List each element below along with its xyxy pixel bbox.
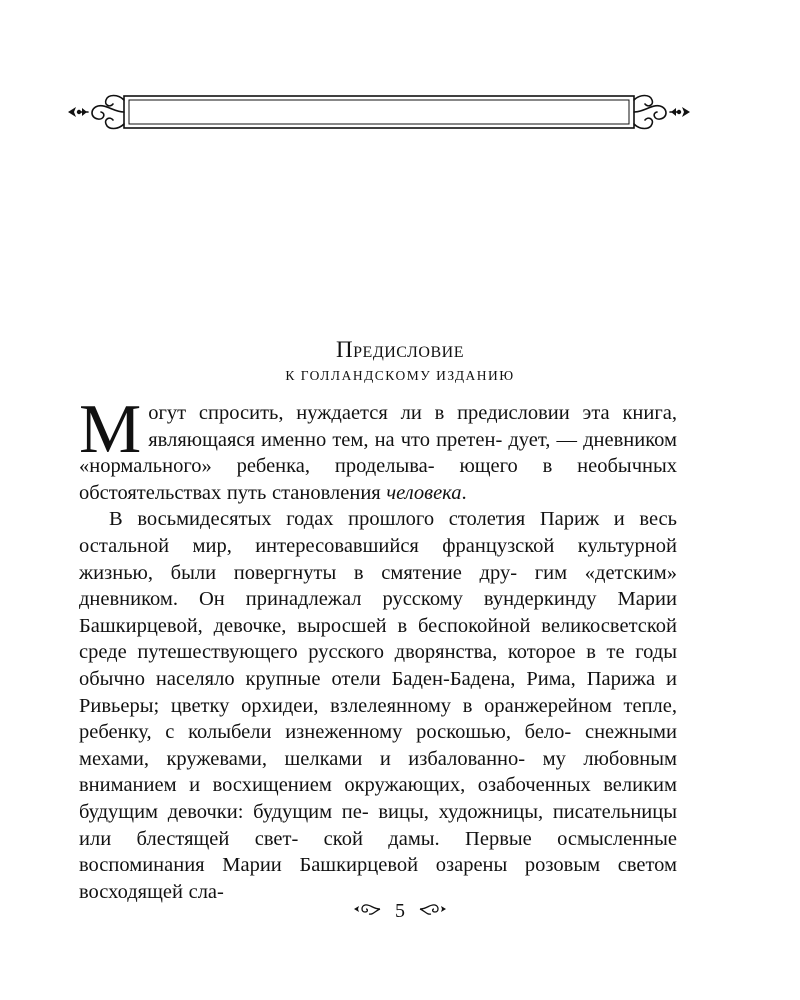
paragraph-2-line: вицы, художницы, писательницы или блестящей свет- [79, 800, 678, 850]
drop-cap: М [79, 391, 142, 468]
paragraph-2-line: озабоченных великим будущим девочки: будущим пе- [79, 774, 678, 823]
chapter-subtitle: К ГОЛЛАНДСКОМУ ИЗДАНИЮ [285, 368, 515, 383]
chapter-title: Предисловие [336, 337, 464, 362]
right-fleuron-icon [419, 902, 447, 921]
paragraph-2-line: цветку орхидеи, взлелеянному в оранжерейном тепле, [170, 694, 677, 717]
paragraph-2-line: гим «детским» дневником. Он принадлежал русскому [79, 561, 678, 611]
paragraph-2-line: му любовным вниманием и восхищением окружающих, [79, 747, 677, 797]
paragraph-2-line: ской дамы. Первые осмысленные воспоминания Марии [79, 827, 677, 877]
paragraph-1-end-punct: . [461, 481, 467, 504]
paragraph-2-line: вундеркинду Марии Башкирцевой, девочке, выросшей [79, 588, 678, 637]
page-number: 5 [395, 900, 405, 922]
paragraph-2-line: и весь остальной мир, интересовавшийся французской [79, 508, 677, 557]
paragraph-2-line: снежными мехами, кружевами, шелками и избалованно- [79, 721, 678, 770]
header-ornament-frame [66, 86, 692, 136]
paragraph-2-line: В восьмидесятых годах прошлого столетия Париж [109, 508, 600, 531]
paragraph-1-line: огут спросить, нуждается ли в предисловии эта [148, 402, 610, 424]
left-fleuron-icon [353, 902, 381, 921]
paragraph-1-line: ющего в необычных обстоятельствах путь становления [79, 455, 677, 504]
paragraph-2-line: крупные отели Баден-Бадена, Рима, Парижа и Ривьеры; [79, 667, 677, 717]
paragraph-1-line: дует, — дневником «нормального» ребенка, проделыва- [79, 428, 677, 478]
paragraph-2-line: Башкирцевой озарены розовым светом восходящей сла- [79, 854, 678, 903]
paragraph-2-line: культурной жизнью, были повергнуты в смятение дру- [79, 534, 677, 584]
paragraph-1 [79, 391, 677, 506]
page-footer [0, 900, 800, 923]
body-text [79, 391, 678, 905]
chapter-heading [0, 336, 800, 388]
paragraph-2-line: в беспокойной великосветской среде путешествующего [79, 614, 678, 664]
paragraph-2 [79, 506, 677, 905]
italic-word: человека [386, 481, 462, 504]
paragraph-2-line: ребенку, с колыбели изнеженному роскошью, бело- [79, 721, 572, 744]
paragraph-1-line: книга, являющаяся именно тем, на что претен- [148, 402, 677, 451]
paragraph-2-line: русского дворянства, которое в те годы обычно населяло [79, 641, 677, 690]
